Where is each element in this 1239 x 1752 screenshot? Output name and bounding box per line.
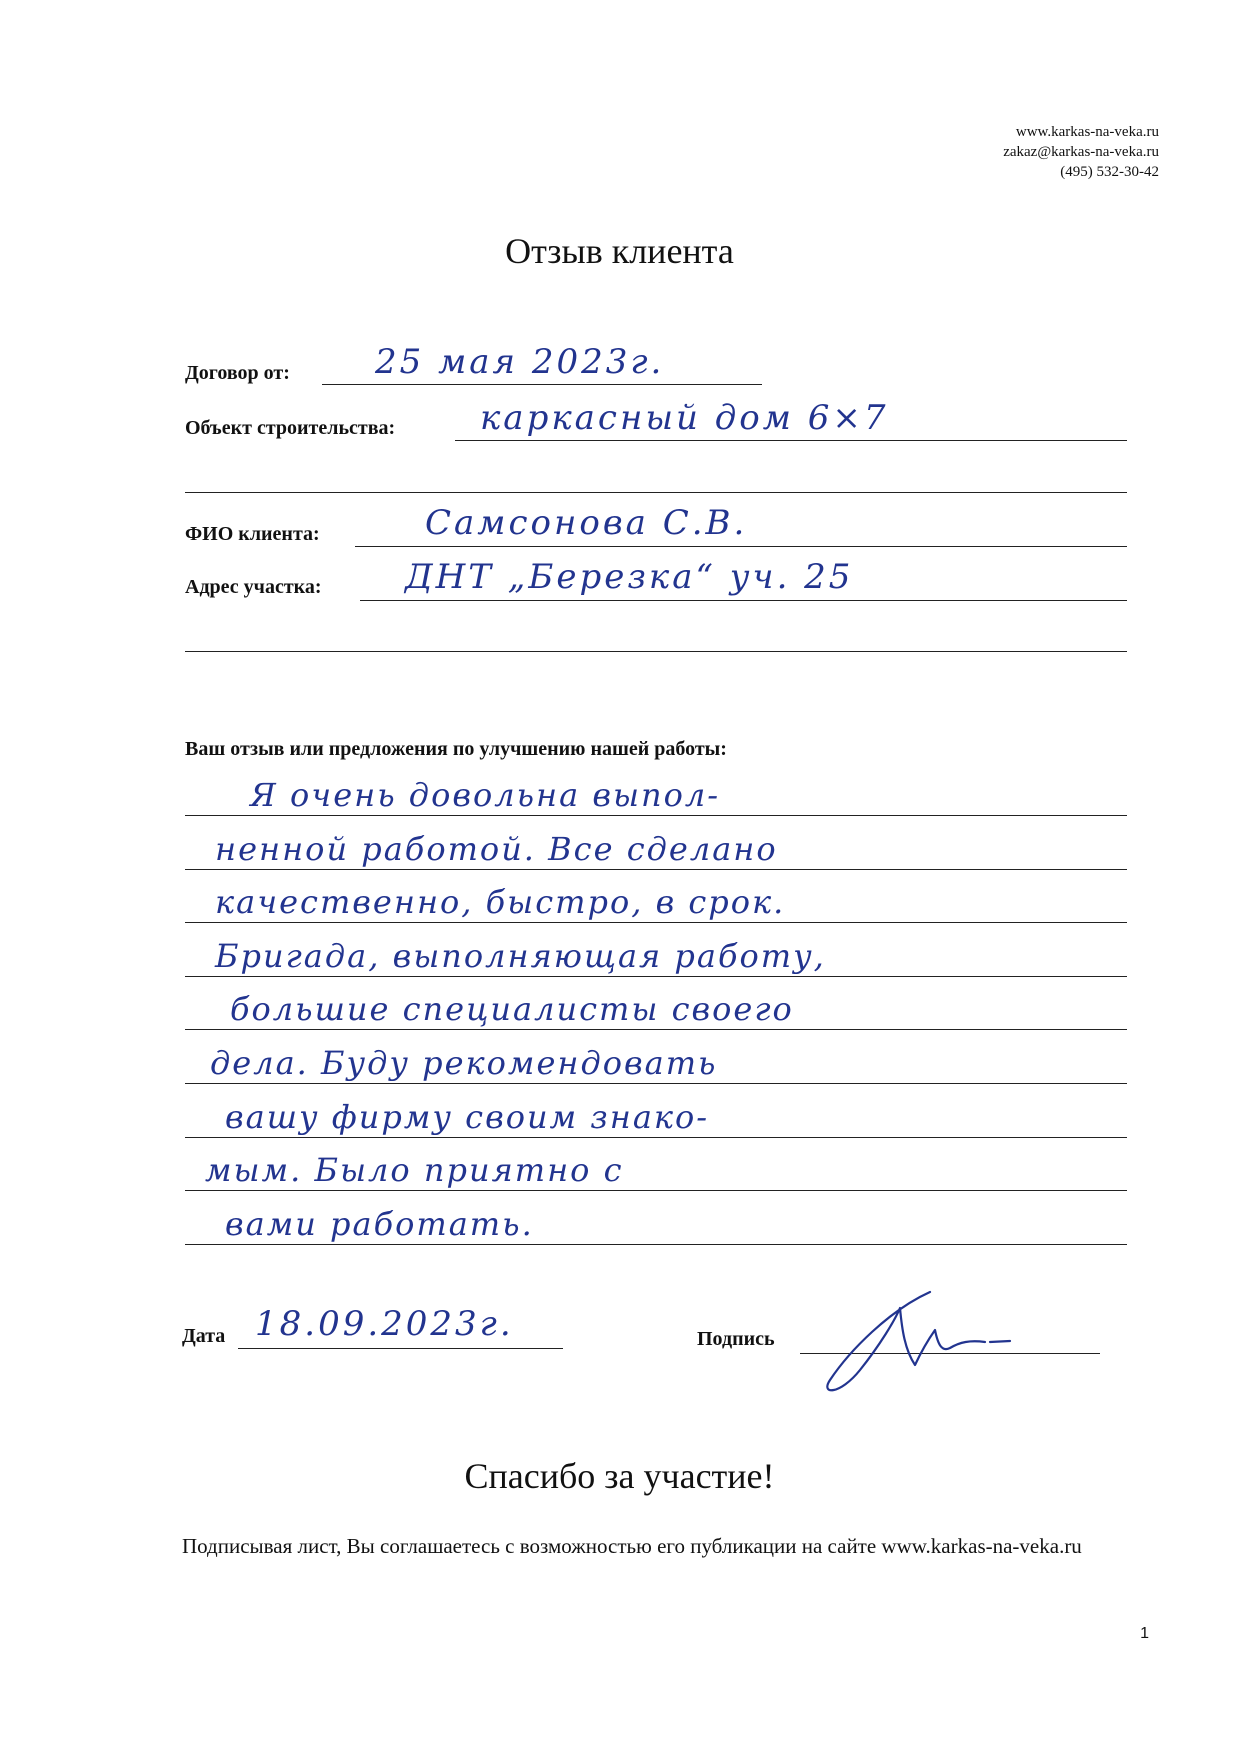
review-rule bbox=[185, 922, 1127, 923]
date-line bbox=[238, 1348, 563, 1349]
review-line: дела. Буду рекомендовать bbox=[210, 1044, 718, 1082]
client-label: ФИО клиента: bbox=[185, 523, 320, 545]
contact-website[interactable]: www.karkas-na-veka.ru bbox=[1015, 124, 1159, 140]
thanks-heading: Спасибо за участие! bbox=[464, 1456, 775, 1496]
date-value: 18.09.2023г. bbox=[255, 1304, 514, 1344]
client-value: Самсонова С.В. bbox=[425, 503, 748, 543]
page-number: 1 bbox=[1140, 1625, 1149, 1642]
review-line: Я очень довольна выпол- bbox=[250, 776, 721, 814]
object-line-2 bbox=[185, 492, 1127, 493]
contract-line bbox=[322, 384, 762, 385]
review-label: Ваш отзыв или предложения по улучшению нашей работы: bbox=[185, 738, 727, 760]
review-line: качественно, быстро, в срок. bbox=[215, 883, 786, 921]
review-line: вашу фирму своим знако- bbox=[225, 1098, 710, 1136]
signature-label: Подпись bbox=[697, 1328, 775, 1350]
review-rule bbox=[185, 976, 1127, 977]
review-rule bbox=[185, 1244, 1127, 1245]
date-label: Дата bbox=[182, 1325, 226, 1347]
review-line: ненной работой. Все сделано bbox=[215, 830, 778, 868]
contract-value: 25 мая 2023г. bbox=[375, 342, 665, 382]
consent-text: Подписывая лист, Вы соглашаетесь с возможностью его публикации на сайте www.karkas-na-veka.ru bbox=[182, 1534, 1082, 1558]
review-line: большие специалисты своего bbox=[230, 990, 794, 1028]
review-rule bbox=[185, 1029, 1127, 1030]
address-line-2 bbox=[185, 651, 1127, 652]
client-line bbox=[355, 546, 1127, 547]
review-rule bbox=[185, 1190, 1127, 1191]
contract-label: Договор от: bbox=[185, 362, 290, 384]
page-title: Отзыв клиента bbox=[505, 231, 734, 271]
review-rule bbox=[185, 869, 1127, 870]
contacts-block bbox=[1003, 122, 1159, 182]
signature-image bbox=[810, 1270, 1040, 1400]
contact-email[interactable]: zakaz@karkas-na-veka.ru bbox=[1003, 144, 1159, 160]
object-value: каркасный дом 6×7 bbox=[480, 398, 889, 438]
review-rule bbox=[185, 815, 1127, 816]
object-label: Объект строительства: bbox=[185, 417, 396, 439]
address-label: Адрес участка: bbox=[185, 576, 322, 598]
object-line bbox=[455, 440, 1127, 441]
address-value: ДНТ „Березка“ уч. 25 bbox=[405, 557, 854, 597]
review-rule bbox=[185, 1137, 1127, 1138]
address-line bbox=[360, 600, 1127, 601]
review-line: вами работать. bbox=[225, 1205, 534, 1243]
review-line: мым. Было приятно с bbox=[205, 1151, 624, 1189]
review-rule bbox=[185, 1083, 1127, 1084]
review-line: Бригада, выполняющая работу, bbox=[215, 937, 826, 975]
contact-phone: (495) 532-30-42 bbox=[1060, 164, 1159, 180]
